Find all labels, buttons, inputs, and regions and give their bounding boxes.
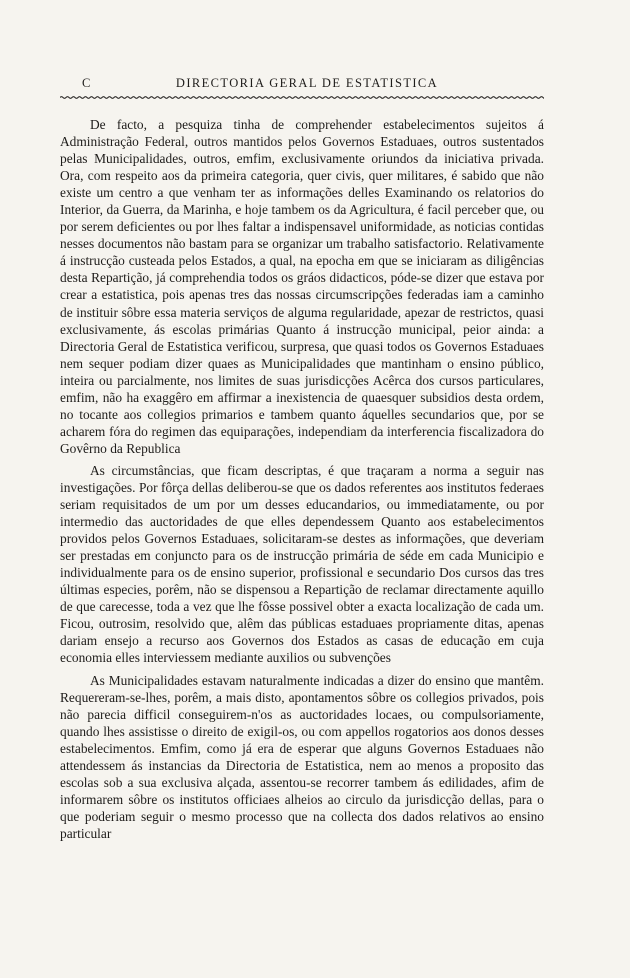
paragraph-1: De facto, a pesquiza tinha de comprehender estabelecimentos sujeitos á Administração Federal, outros mantidos pelos Governos Estaduaes, outros sustentados pelas Municipalidades, outros, emfim, exclusivamente oriundos da iniciativa privada. Ora, com respeito aos da primeira categoria, quer civis, quer militares, é sabido que não existe um centro a que venham ter as informações delles Examinando os relatorios do Interior, da Guerra, da Marinha, e hoje tambem os da Agricultura, é facil perceber que, ou por serem deficientes ou por lhes faltar a indispensavel uniformidade, as noticias contidas nesses documentos não bastam para se organizar um trabalho satisfactorio. Relativamente á instrucção custeada pelos Estados, a qual, na epocha em que se iniciaram as diligências desta Repartição, já comprehendia todos os gráos didacticos, póde-se dizer que estava por crear a estatistica, pois apenas tres das nossas circumscripções federadas iam a caminho de instituir sôbre essa materia serviços de alguma regularidade, apezar de restrictos, quasi exclusivamente, ás escolas primárias Quanto á instrucção municipal, peior ainda: a Directoria Geral de Estatistica verificou, surpresa, que quasi todos os Governos Estaduaes nem sequer podiam dizer quaes as Municipalidades que mantinham o ensino público, inteira ou parcialmente, nos limites de suas jurisdicções Acêrca dos cursos particulares, emfim, não ha exaggêro em affirmar a inexistencia de quaesquer subsidios desta ordem, no tocante aos collegios primarios e tambem quanto áquelles secundarios que, por se acharem fóra do regimen das equiparações, independiam da interferencia fiscalizadora do Govêrno da Republica (60, 117, 544, 456)
running-title: DIRECTORIA GERAL DE ESTATISTICA (175, 76, 439, 90)
page-number: C (82, 76, 92, 90)
paragraph-3: As Municipalidades estavam naturalmente indicadas a dizer do ensino que mantêm. Requereram-se-lhes, porêm, a mais disto, apontamentos sôbre os collegios privados, pois não parecia difficil conseguirem-n'os as auctoridades locaes, ou compulsoriamente, quando lhes assistisse o direito de exigil-os, ou com appellos rogatorios aos donos desses estabelecimentos. Emfim, como já era de esperar que alguns Governos Estaduaes não attendessem ás instancias da Directoria de Estatistica, nem ao menos a proposito das escolas sob a sua exclusiva alçada, assentou-se recorrer tambem ás edilidades, afim de informarem sôbre os institutos officiaes alheios ao circulo da jurisdicção dellas, para o que poderiam seguir o mesmo processo que na collecta dos dados relativos ao ensino particular (60, 672, 544, 841)
body-text (60, 116, 544, 842)
paragraph-2: As circumstâncias, que ficam descriptas, é que traçaram a norma a seguir nas investigações. Por fôrça dellas deliberou-se que os dados referentes aos institutos federaes seriam requisitados de um por um desses educandarios, ou immediatamente, ou por intermedio das auctoridades de que elles dependessem Quanto aos estabelecimentos providos pelos Governos Estaduaes, solicitaram-se destes as informações, que deveriam ser prestadas em conjuncto para os de instrucção primária de séde em cada Municipio e individualmente para os de ensino superior, profissional e secundario Dos cursos das tres últimas especies, porêm, não se dispensou a Repartição de reclamar directamente aquillo de que carecesse, toda a vez que lhe fôsse possivel obter a exacta localização de cada um. Ficou, outrosim, resolvido que, alêm das públicas estaduaes propriamente ditas, apenas dariam ensejo a recurso aos Governos dos Estados as casas de educação em cuja economia elles interviessem mediante auxilios ou subvenções (60, 462, 544, 666)
book-page (60, 76, 544, 847)
wavy-rule (60, 95, 544, 100)
running-head (60, 76, 544, 94)
